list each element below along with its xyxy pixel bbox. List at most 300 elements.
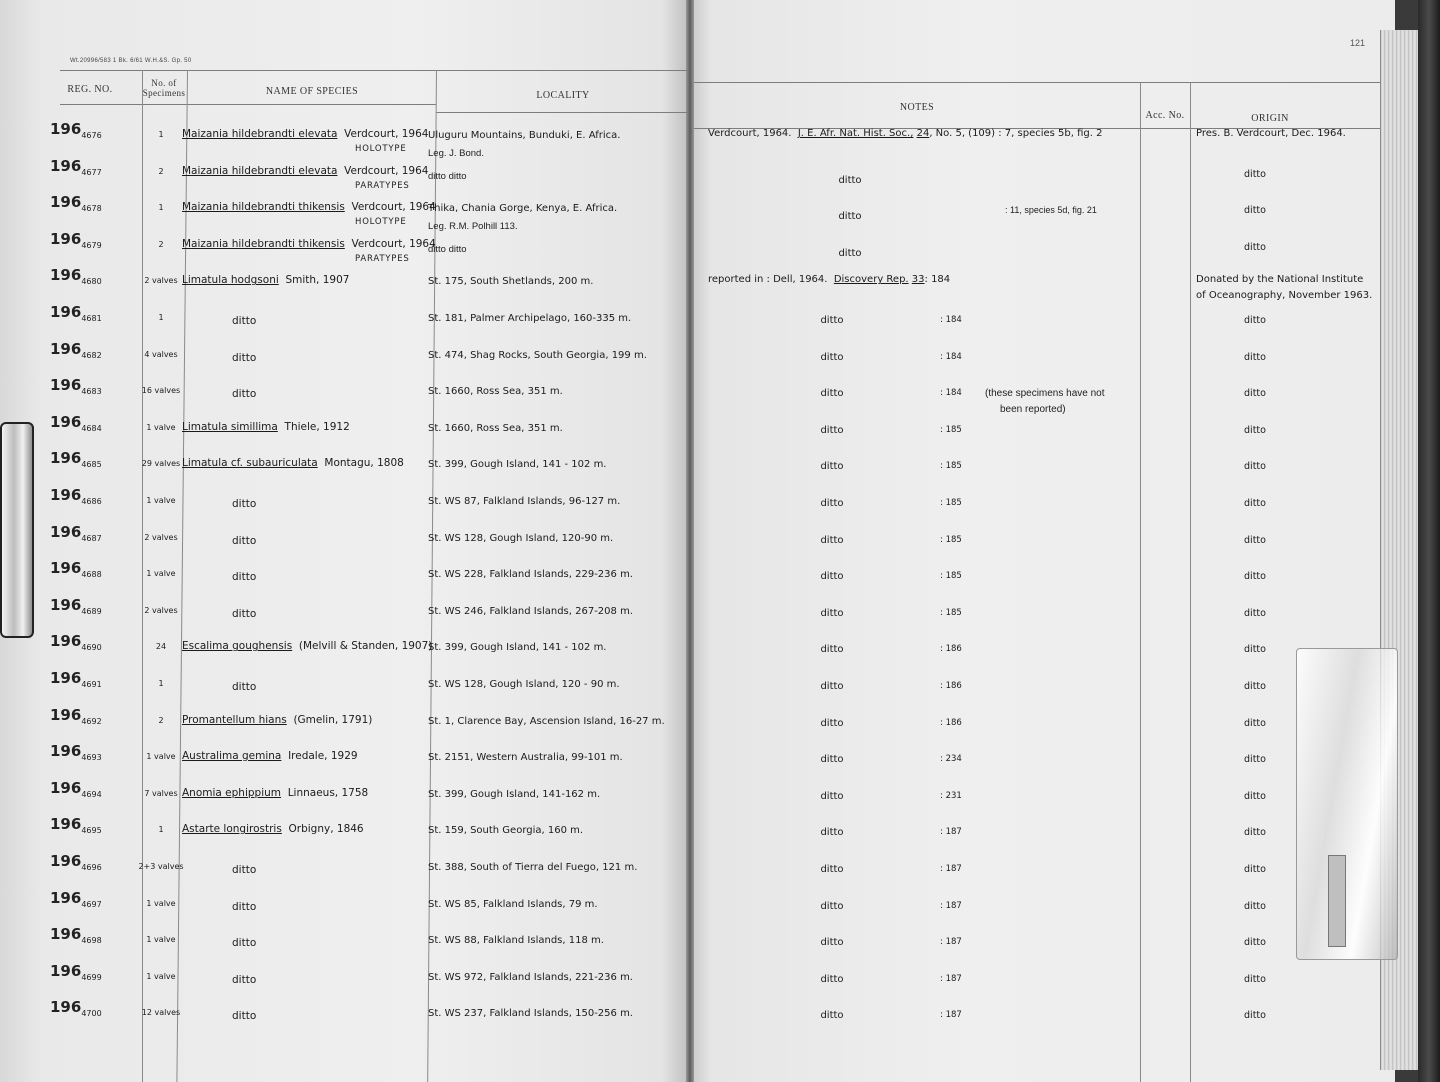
- notes-ditto: ditto: [838, 174, 862, 186]
- specimen-count: 12 valves: [141, 1008, 181, 1018]
- species-name: Australima gemina: [182, 750, 282, 763]
- origin-ditto: ditto: [1244, 900, 1266, 912]
- header-reg-no: REG. NO.: [67, 84, 113, 95]
- header-rule-top-left: [60, 70, 688, 71]
- species-name: Astarte longirostris: [182, 823, 282, 836]
- notes-page: : 185: [940, 534, 962, 545]
- species-name: Escalima goughensis: [182, 640, 293, 653]
- notes-page: : 187: [940, 937, 962, 948]
- origin-ditto: ditto: [1244, 534, 1266, 546]
- species-name: Maizania hildebrandti elevata: [182, 128, 338, 140]
- reg-suffix: 4697: [81, 899, 102, 909]
- notes-remark: (these specimens have not: [985, 388, 1105, 400]
- reg-suffix: 4687: [81, 533, 102, 543]
- register-row: [0, 557, 1400, 595]
- locality: St. 388, South of Tierra del Fuego, 121 m.: [428, 862, 638, 873]
- origin: Donated by the National Institute: [1196, 274, 1364, 286]
- locality: St. WS 246, Falkland Islands, 267-208 m.: [428, 605, 633, 617]
- reg-prefix: 196: [50, 376, 82, 395]
- reg-prefix: 196: [50, 156, 82, 175]
- notes-ditto: ditto: [820, 864, 844, 875]
- notes-ditto: ditto: [820, 937, 844, 949]
- reg-suffix: 4678: [81, 204, 102, 214]
- register-row: [0, 447, 1400, 485]
- specimen-count: 1 valve: [146, 935, 176, 945]
- specimen-count: 24: [155, 642, 167, 652]
- locality: St. 159, South Georgia, 160 m.: [428, 825, 584, 837]
- reg-no: [50, 852, 102, 870]
- notes-ditto: ditto: [820, 607, 844, 619]
- origin-ditto: ditto: [1244, 351, 1266, 363]
- origin-ditto: ditto: [1244, 607, 1266, 619]
- specimen-count: 1: [158, 313, 164, 322]
- register-row: [0, 850, 1400, 888]
- reg-prefix: 196: [50, 412, 82, 431]
- notes-ditto: ditto: [820, 790, 844, 802]
- notes-ditto: ditto: [820, 644, 844, 656]
- header-rule-top-right: [694, 82, 1380, 83]
- specimen-count: 2: [158, 166, 164, 176]
- locality: St. 175, South Shetlands, 200 m.: [428, 276, 594, 288]
- species-name: Promantellum hians: [182, 713, 287, 726]
- reg-prefix: 196: [50, 705, 82, 724]
- notes-page: : 231: [940, 790, 962, 801]
- species-author: (Gmelin, 1791): [293, 713, 373, 726]
- reg-no: [50, 962, 102, 980]
- species-ditto: ditto: [232, 937, 257, 950]
- register-row: [0, 374, 1400, 416]
- notes-author: Verdcourt, 1964.: [708, 128, 792, 139]
- notes-ditto: ditto: [820, 973, 844, 985]
- specimen-count: 2 valves: [144, 605, 178, 615]
- reg-no: [50, 449, 102, 470]
- reg-suffix: 4684: [81, 423, 102, 433]
- locality: St. WS 88, Falkland Islands, 118 m.: [428, 935, 604, 947]
- reg-no: [50, 742, 102, 763]
- notes-ditto: ditto: [820, 315, 844, 326]
- species-ditto: ditto: [232, 973, 257, 986]
- notes-volume: 24: [916, 128, 930, 139]
- species-author: Verdcourt, 1964: [344, 128, 429, 140]
- reg-prefix: 196: [50, 632, 82, 651]
- reg-suffix: 4681: [81, 314, 102, 323]
- species-name: Maizania hildebrandti thikensis: [182, 237, 345, 250]
- locality: St. 1660, Ross Sea, 351 m.: [428, 386, 563, 398]
- species-author: Linnaeus, 1758: [287, 786, 369, 799]
- locality: Uluguru Mountains, Bunduki, E. Africa.: [428, 130, 621, 141]
- specimen-count: 1 valve: [146, 422, 176, 432]
- reg-prefix: 196: [50, 961, 82, 980]
- register-row: [0, 155, 1400, 193]
- species-ditto: ditto: [232, 315, 257, 327]
- notes-ditto: ditto: [820, 388, 844, 400]
- reg-no: [50, 230, 102, 248]
- header-rule-bottom-left: [60, 104, 436, 105]
- notes-page: : 187: [940, 1010, 962, 1021]
- notes-page: : 186: [940, 644, 962, 655]
- reg-no: [50, 266, 102, 287]
- origin-ditto: ditto: [1244, 1010, 1266, 1022]
- register-row: [0, 777, 1400, 815]
- notes-ditto: ditto: [820, 681, 844, 692]
- register-row: [0, 813, 1400, 851]
- origin-ditto: ditto: [1244, 241, 1266, 253]
- reg-suffix: 4676: [81, 131, 102, 140]
- locality: Thika, Chania Gorge, Kenya, E. Africa.: [428, 203, 618, 215]
- specimen-count: 1: [158, 825, 164, 835]
- notes-citation: , No. 5, (109) : 7, species 5b, fig. 2: [929, 128, 1103, 139]
- register-row: [0, 264, 1400, 302]
- reg-suffix: 4692: [81, 716, 102, 726]
- locality: St. WS 237, Falkland Islands, 150-256 m.: [428, 1008, 633, 1020]
- origin-ditto: ditto: [1244, 973, 1266, 985]
- header-name-of-species: NAME OF SPECIES: [265, 86, 359, 97]
- notes-ditto: ditto: [820, 827, 844, 839]
- reg-prefix: 196: [50, 778, 82, 797]
- species-name: Limatula cf. subauriculata: [182, 457, 318, 470]
- notes-journal: J. E. Afr. Nat. Hist. Soc.,: [797, 128, 914, 139]
- notes-volume: 33: [911, 274, 925, 286]
- specimen-count: 2 valves: [144, 532, 178, 542]
- notes-page: : 184: [940, 315, 962, 325]
- locality: St. 474, Shag Rocks, South Georgia, 199 m.: [428, 349, 647, 361]
- reg-no: [50, 632, 102, 653]
- species-entry: [182, 165, 428, 177]
- notes-journal: Discovery Rep.: [833, 274, 909, 286]
- origin-ditto: ditto: [1244, 461, 1266, 473]
- reg-suffix: 4679: [81, 240, 102, 250]
- specimen-count: 2+3 valves: [138, 862, 184, 871]
- header-origin: ORIGIN: [1251, 113, 1289, 124]
- species-name: Limatula simillima: [182, 420, 278, 433]
- origin-ditto: ditto: [1244, 864, 1266, 875]
- reg-no: [50, 157, 102, 175]
- reg-prefix: 196: [50, 925, 82, 944]
- reg-no: [50, 925, 102, 946]
- register-row: [0, 338, 1400, 376]
- notes-page: : 186: [940, 717, 962, 728]
- specimen-count: 1 valve: [146, 898, 176, 908]
- species-entry: [182, 201, 436, 213]
- printer-imprint: Wt.20996/583 1 Bk. 6/61 W.H.&S. Gp. 50: [70, 58, 192, 64]
- notes-ditto: ditto: [820, 754, 844, 766]
- notes-ditto: ditto: [838, 211, 862, 223]
- locality: St. 399, Gough Island, 141 - 102 m.: [428, 642, 607, 654]
- locality: St. WS 128, Gough Island, 120-90 m.: [428, 532, 614, 544]
- notes-page: : 184: [940, 351, 962, 362]
- species-ditto: ditto: [232, 571, 257, 584]
- notes-remark-line2: been reported): [1000, 404, 1066, 416]
- notes-reference: [708, 128, 1102, 139]
- species-entry: [182, 421, 350, 433]
- type-status: HOLOTYPE: [355, 217, 407, 228]
- origin-line2: of Oceanography, November 1963.: [1196, 290, 1373, 302]
- type-status: PARATYPES: [355, 180, 410, 191]
- reg-prefix: 196: [50, 193, 82, 212]
- notes-page: : 185: [940, 461, 962, 472]
- reg-prefix: 196: [50, 998, 82, 1017]
- reg-suffix: 4685: [81, 460, 102, 470]
- reg-no: [50, 340, 102, 358]
- species-author: Montagu, 1808: [324, 457, 404, 470]
- species-author: Orbigny, 1846: [288, 823, 364, 836]
- reg-no: [50, 998, 102, 1019]
- species-entry: [182, 750, 358, 762]
- species-ditto: ditto: [232, 900, 257, 913]
- origin-ditto: ditto: [1244, 754, 1266, 766]
- reg-no: [50, 486, 102, 504]
- species-author: Thiele, 1912: [284, 420, 350, 433]
- reg-prefix: 196: [50, 595, 82, 614]
- book-cover-edge: [1418, 0, 1440, 1082]
- reg-no: [50, 559, 102, 580]
- reg-prefix: 196: [50, 522, 82, 541]
- reg-suffix: 4698: [81, 936, 102, 946]
- reg-suffix: 4683: [81, 387, 102, 397]
- reg-prefix: 196: [50, 266, 82, 285]
- reg-no: [50, 376, 102, 397]
- locality-collector: Leg. J. Bond.: [428, 148, 484, 159]
- reg-prefix: 196: [50, 120, 82, 138]
- reg-no: [50, 413, 102, 431]
- reg-no: [50, 303, 102, 321]
- locality-collector: ditto ditto: [428, 243, 467, 255]
- species-author: Verdcourt, 1964: [351, 201, 436, 214]
- origin-ditto: ditto: [1244, 681, 1266, 692]
- register-row: [0, 228, 1400, 266]
- species-entry: [182, 714, 372, 726]
- reg-no: [50, 596, 102, 614]
- origin-ditto: ditto: [1244, 571, 1266, 583]
- register-row: [0, 594, 1400, 632]
- specimen-count: 1 valve: [146, 752, 176, 762]
- notes-ditto: ditto: [820, 461, 844, 473]
- species-entry: [182, 457, 404, 469]
- origin-ditto: ditto: [1244, 937, 1266, 949]
- reg-no: [50, 779, 102, 797]
- specimen-count: 16 valves: [141, 386, 181, 396]
- reg-prefix: 196: [50, 339, 82, 358]
- reg-prefix: 196: [50, 229, 82, 248]
- notes-ditto: ditto: [838, 247, 862, 259]
- locality-collector: Leg. R.M. Polhill 113.: [428, 221, 518, 233]
- reg-suffix: 4695: [81, 826, 102, 836]
- reg-prefix: 196: [50, 559, 82, 578]
- specimen-count: 1: [158, 203, 164, 213]
- notes-page: : 184: [940, 388, 962, 399]
- register-row: [0, 191, 1400, 233]
- reg-suffix: 4691: [81, 680, 102, 689]
- species-ditto: ditto: [232, 681, 257, 693]
- register-row: [0, 960, 1400, 998]
- origin-ditto: ditto: [1244, 644, 1266, 656]
- specimen-count: 29 valves: [141, 459, 181, 469]
- origin-ditto: ditto: [1244, 498, 1266, 509]
- notes-page: : 185: [940, 607, 962, 618]
- notes-page: : 187: [940, 973, 962, 984]
- notes-ditto: ditto: [820, 900, 844, 912]
- reg-prefix: 196: [50, 852, 82, 870]
- reg-no: [50, 669, 102, 687]
- notes-ditto: ditto: [820, 717, 844, 729]
- origin-ditto: ditto: [1244, 424, 1266, 436]
- notes-ditto: ditto: [820, 351, 844, 363]
- reg-suffix: 4693: [81, 753, 102, 763]
- reg-prefix: 196: [50, 449, 82, 468]
- specimen-count: 1 valve: [146, 971, 176, 981]
- species-author: Smith, 1907: [285, 274, 350, 287]
- reg-no: [50, 120, 102, 138]
- notes-page: : 185: [940, 571, 962, 582]
- notes-page: : 187: [940, 900, 962, 911]
- species-ditto: ditto: [232, 498, 257, 510]
- reg-suffix: 4694: [81, 789, 102, 799]
- specimen-count: 2: [158, 239, 164, 249]
- species-name: Maizania hildebrandti thikensis: [182, 201, 345, 214]
- species-entry: [182, 823, 364, 835]
- register-row: [0, 484, 1400, 522]
- type-status: PARATYPES: [355, 253, 410, 264]
- notes-page: : 234: [940, 754, 962, 765]
- reg-prefix: 196: [50, 742, 82, 761]
- register-row: [0, 923, 1400, 961]
- locality: St. WS 972, Falkland Islands, 221-236 m.: [428, 971, 633, 983]
- register-row: [0, 667, 1400, 705]
- reg-suffix: 4699: [81, 972, 102, 982]
- register-row: [0, 521, 1400, 559]
- specimen-count: 2 valves: [144, 276, 178, 286]
- reg-no: [50, 889, 102, 907]
- reg-suffix: 4677: [81, 167, 102, 177]
- reg-prefix: 196: [50, 815, 82, 834]
- register-row: [0, 411, 1400, 449]
- locality: St. 181, Palmer Archipelago, 160-335 m.: [428, 313, 632, 324]
- specimen-count: 1: [158, 130, 164, 139]
- notes-page: : 187: [940, 864, 962, 874]
- species-entry: [182, 238, 436, 250]
- notes-page: : 187: [940, 827, 962, 838]
- locality: St. 399, Gough Island, 141 - 102 m.: [428, 459, 607, 471]
- species-ditto: ditto: [232, 607, 257, 620]
- species-author: (Melvill & Standen, 1907): [298, 640, 433, 653]
- reg-suffix: 4688: [81, 570, 102, 580]
- species-name: Anomia ephippium: [182, 786, 282, 799]
- header-locality: LOCALITY: [536, 90, 590, 101]
- header-specimens-line2: Specimens: [142, 88, 186, 98]
- type-status: HOLOTYPE: [355, 144, 407, 154]
- register-row: [0, 704, 1400, 742]
- origin-ditto: ditto: [1244, 315, 1266, 326]
- notes-citation: : 184: [924, 274, 951, 286]
- species-entry: [182, 274, 349, 286]
- reg-no: [50, 523, 102, 541]
- species-author: Verdcourt, 1964: [351, 237, 436, 250]
- specimen-count: 1 valve: [146, 496, 176, 505]
- origin-ditto: ditto: [1244, 827, 1266, 839]
- header-rule-bottom-locality: [436, 112, 688, 113]
- reg-prefix: 196: [50, 486, 82, 504]
- species-author: Iredale, 1929: [288, 750, 358, 763]
- locality: St. WS 128, Gough Island, 120 - 90 m.: [428, 679, 620, 690]
- origin-ditto: ditto: [1244, 790, 1266, 802]
- notes-author: reported in : Dell, 1964.: [708, 274, 828, 286]
- page-number: 121: [1350, 38, 1366, 48]
- register-row: [0, 630, 1400, 668]
- reg-prefix: 196: [50, 303, 82, 321]
- register-row: [0, 740, 1400, 778]
- locality: St. 399, Gough Island, 141-162 m.: [428, 788, 601, 800]
- locality: St. 1, Clarence Bay, Ascension Island, 16-27 m.: [428, 715, 665, 727]
- notes-ditto: ditto: [820, 424, 844, 436]
- notes-ditto: ditto: [820, 498, 844, 509]
- notes-page: : 186: [940, 681, 962, 691]
- specimen-count: 1 valve: [146, 569, 176, 579]
- origin: Pres. B. Verdcourt, Dec. 1964.: [1196, 128, 1346, 139]
- register-row: [0, 118, 1400, 159]
- register-row: [0, 887, 1400, 925]
- species-entry: [182, 128, 428, 140]
- notes-remark: : 11, species 5d, fig. 21: [1005, 205, 1097, 216]
- locality: St. WS 87, Falkland Islands, 96-127 m.: [428, 496, 621, 507]
- notes-ditto: ditto: [820, 571, 844, 583]
- origin-ditto: ditto: [1244, 168, 1266, 180]
- species-ditto: ditto: [232, 534, 257, 547]
- reg-suffix: 4680: [81, 277, 102, 287]
- reg-suffix: 4700: [81, 1009, 102, 1019]
- register-row: [0, 996, 1400, 1034]
- register-row: [0, 301, 1400, 339]
- reg-prefix: 196: [50, 888, 82, 907]
- locality: St. 1660, Ross Sea, 351 m.: [428, 422, 563, 434]
- reg-no: [50, 193, 102, 214]
- notes-ditto: ditto: [820, 1010, 844, 1022]
- locality: St. WS 228, Falkland Islands, 229-236 m.: [428, 569, 633, 581]
- species-ditto: ditto: [232, 1010, 257, 1023]
- reg-suffix: 4689: [81, 606, 102, 616]
- species-name: Limatula hodgsoni: [182, 274, 279, 287]
- reg-no: [50, 815, 102, 836]
- locality-collector: ditto ditto: [428, 170, 467, 182]
- reg-no: [50, 706, 102, 724]
- header-acc-no: Acc. No.: [1145, 110, 1185, 121]
- notes-ditto: ditto: [820, 534, 844, 546]
- reg-suffix: 4690: [81, 643, 102, 653]
- species-name: Maizania hildebrandti elevata: [182, 164, 338, 177]
- reg-prefix: 196: [50, 669, 82, 687]
- species-ditto: ditto: [232, 351, 257, 364]
- locality: St. WS 85, Falkland Islands, 79 m.: [428, 898, 598, 910]
- header-notes: NOTES: [899, 102, 935, 113]
- reg-suffix: 4682: [81, 350, 102, 360]
- species-author: Verdcourt, 1964: [344, 164, 429, 177]
- specimen-count: 2: [158, 715, 164, 725]
- locality: St. 2151, Western Australia, 99-101 m.: [428, 752, 623, 764]
- notes-page: : 185: [940, 424, 962, 435]
- notes-reference: [708, 274, 950, 285]
- reg-suffix: 4696: [81, 863, 102, 872]
- origin-ditto: ditto: [1244, 205, 1266, 217]
- species-entry: [182, 787, 368, 799]
- header-specimens-line1: No. of: [151, 78, 177, 88]
- species-ditto: ditto: [232, 388, 257, 401]
- specimen-count: 1: [158, 679, 164, 688]
- specimen-count: 7 valves: [144, 788, 178, 798]
- origin-ditto: ditto: [1244, 388, 1266, 400]
- notes-page: : 185: [940, 498, 962, 508]
- reg-suffix: 4686: [81, 497, 102, 506]
- origin-ditto: ditto: [1244, 717, 1266, 729]
- species-ditto: ditto: [232, 864, 257, 876]
